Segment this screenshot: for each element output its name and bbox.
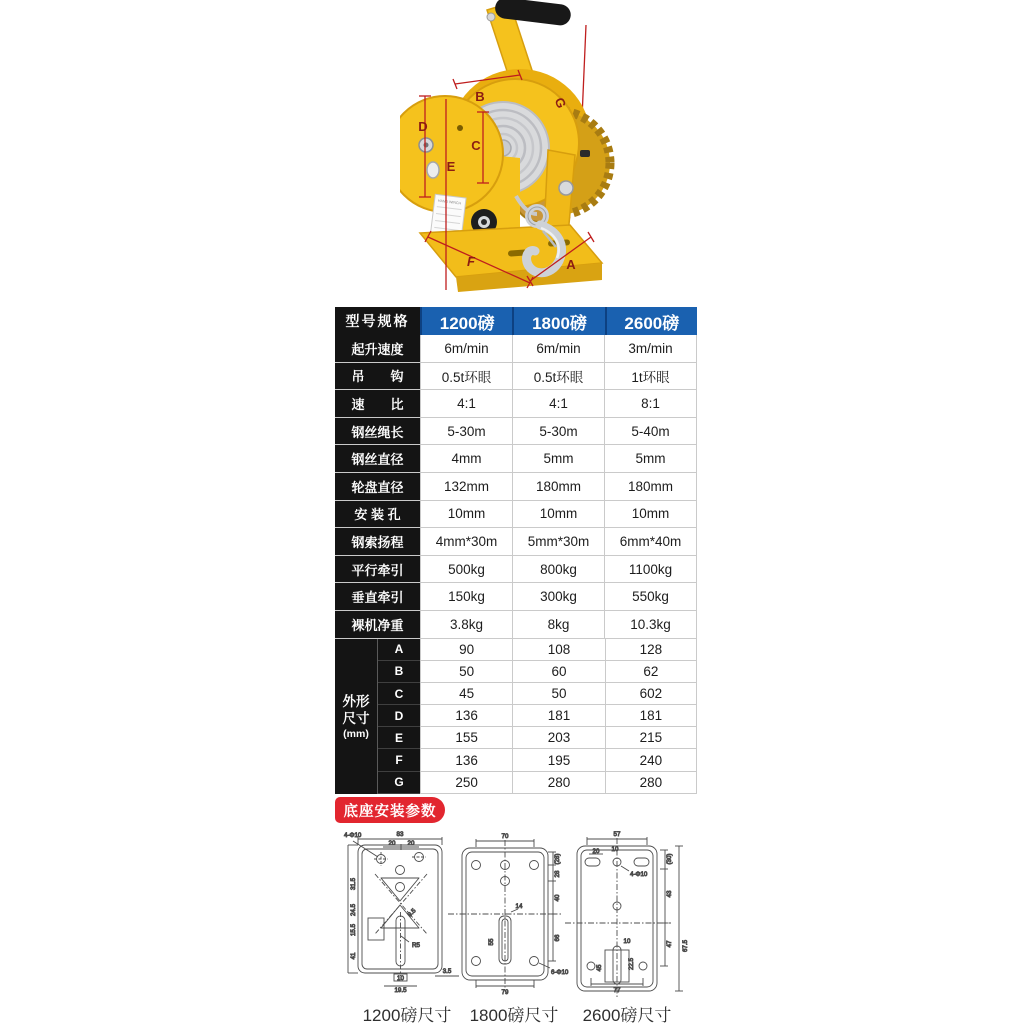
dim-letter-a: A [566, 257, 576, 272]
table-row [335, 473, 697, 501]
pivot-bolt [559, 181, 573, 195]
svg-text:70: 70 [501, 833, 509, 840]
dim-letter: D [378, 705, 420, 727]
svg-text:31.5: 31.5 [350, 877, 357, 891]
group-label-line1: 外形 [342, 693, 370, 709]
cell: 150kg [420, 583, 512, 610]
dim-letter-b: B [475, 89, 485, 104]
cell: 602 [605, 683, 697, 705]
dim-letter: F [378, 749, 420, 771]
svg-text:6-Φ10: 6-Φ10 [551, 969, 569, 976]
svg-text:10: 10 [397, 975, 404, 982]
svg-text:20: 20 [407, 840, 415, 847]
svg-text:83: 83 [396, 831, 404, 838]
svg-text:40: 40 [554, 894, 561, 902]
cell: 203 [512, 727, 604, 749]
svg-text:9.5: 9.5 [406, 907, 418, 919]
cell: 550kg [604, 583, 697, 610]
cell: 240 [605, 749, 697, 771]
cell: 60 [512, 661, 604, 683]
model-column-2600: 2600磅 [605, 307, 697, 335]
table-row [335, 583, 697, 611]
cell: 5mm [604, 445, 697, 472]
cell: 180mm [512, 473, 604, 500]
cell: 6m/min [420, 335, 512, 362]
svg-text:19.5: 19.5 [394, 987, 407, 994]
cell: 136 [420, 705, 512, 727]
svg-text:22.5: 22.5 [628, 957, 635, 971]
row-label: 轮盘直径 [335, 473, 420, 500]
cell: 1t环眼 [604, 363, 697, 390]
cell: 62 [605, 661, 697, 683]
cell: 132mm [420, 473, 512, 500]
svg-text:(28): (28) [554, 853, 561, 865]
group-label-line2: 尺寸 [342, 711, 370, 727]
dim-letter: E [378, 727, 420, 749]
cell: 280 [512, 772, 604, 794]
cell: 4mm [420, 445, 512, 472]
cell: 215 [605, 727, 697, 749]
cell: 1100kg [604, 556, 697, 583]
svg-text:15.5: 15.5 [350, 923, 357, 937]
base-params-badge: 底座安装参数 [335, 797, 445, 823]
table-row [335, 445, 697, 473]
row-label: 裸机净重 [335, 611, 420, 638]
svg-text:20: 20 [592, 848, 600, 855]
caption-1800: 1800磅尺寸 [469, 1006, 559, 1025]
cell: 90 [420, 639, 512, 661]
dim-letter: G [378, 772, 420, 794]
cell: 4:1 [420, 390, 512, 417]
svg-text:45: 45 [596, 964, 603, 972]
cell: 300kg [512, 583, 604, 610]
cell: 280 [605, 772, 697, 794]
cell: 181 [512, 705, 604, 727]
cell: 5mm [512, 445, 604, 472]
dim-letter-e: E [446, 159, 456, 174]
row-label: 起升速度 [335, 335, 420, 362]
dim-letter-c: C [471, 138, 481, 153]
svg-text:79: 79 [501, 989, 509, 996]
svg-text:77: 77 [613, 987, 621, 994]
svg-text:R5: R5 [412, 942, 420, 949]
model-column-1800: 1800磅 [512, 307, 604, 335]
svg-text:10: 10 [623, 938, 631, 945]
cell: 8:1 [604, 390, 697, 417]
cell: 6m/min [512, 335, 604, 362]
svg-text:3.5: 3.5 [442, 968, 452, 975]
svg-text:(30): (30) [666, 853, 673, 865]
dim-letter: A [378, 639, 420, 661]
svg-text:10: 10 [611, 846, 619, 853]
svg-text:43: 43 [666, 890, 673, 898]
svg-text:28: 28 [554, 870, 561, 878]
row-label: 垂直牵引 [335, 583, 420, 610]
table-row [335, 556, 697, 584]
cell: 5-30m [512, 418, 604, 445]
table-row [335, 501, 697, 529]
cell: 155 [420, 727, 512, 749]
svg-text:24.5: 24.5 [350, 903, 357, 917]
cell: 3.8kg [420, 611, 512, 638]
cell: 128 [605, 639, 697, 661]
dim-letter-f: F [467, 254, 475, 269]
plate-hole [427, 162, 439, 178]
svg-text:4-Φ10: 4-Φ10 [630, 871, 648, 878]
svg-text:57: 57 [613, 831, 621, 838]
nameplate-text: HAND WINCH [437, 198, 462, 206]
cell: 8kg [512, 611, 604, 638]
cell: 0.5t环眼 [420, 363, 512, 390]
table-row [335, 528, 697, 556]
cell: 4mm*30m [420, 528, 512, 555]
cell: 3m/min [604, 335, 697, 362]
cell: 10mm [512, 501, 604, 528]
cell: 5-40m [604, 418, 697, 445]
cell: 0.5t环眼 [512, 363, 604, 390]
caption-2600: 2600磅尺寸 [582, 1006, 672, 1025]
cell: 500kg [420, 556, 512, 583]
dim-letter-d: D [418, 119, 428, 134]
handle-bolt [487, 13, 495, 21]
spec-table-header [335, 307, 697, 335]
svg-text:41: 41 [350, 952, 357, 960]
row-label: 钢丝绳长 [335, 418, 420, 445]
svg-text:20: 20 [388, 840, 396, 847]
cell: 10mm [604, 501, 697, 528]
row-label: 钢索扬程 [335, 528, 420, 555]
cell: 6mm*40m [604, 528, 697, 555]
cell: 800kg [512, 556, 604, 583]
table-row [335, 390, 697, 418]
plate-bolt-center [424, 143, 429, 148]
table-row [335, 335, 697, 363]
table-row [335, 363, 697, 391]
row-label: 钢丝直径 [335, 445, 420, 472]
cell: 195 [512, 749, 604, 771]
row-label: 安 装 孔 [335, 501, 420, 528]
cell: 136 [420, 749, 512, 771]
plate-small-hole [457, 125, 463, 131]
cell: 108 [512, 639, 604, 661]
svg-text:47: 47 [666, 940, 673, 948]
group-label-line3: (mm) [343, 727, 369, 740]
model-column-1200: 1200磅 [420, 307, 512, 335]
table-row [335, 611, 697, 639]
diagram-1800 [448, 839, 563, 988]
header-label: 型号规格 [335, 307, 420, 335]
cell: 180mm [604, 473, 697, 500]
cell: 181 [605, 705, 697, 727]
dim-letter: C [378, 683, 420, 705]
row-label: 平行牵引 [335, 556, 420, 583]
cell: 10mm [420, 501, 512, 528]
cell: 5mm*30m [512, 528, 604, 555]
svg-text:66: 66 [554, 934, 561, 942]
table-row [335, 418, 697, 446]
dimensions-group-label [335, 639, 378, 794]
cell: 5-30m [420, 418, 512, 445]
cell: 50 [512, 683, 604, 705]
stop-bolt [580, 150, 590, 157]
winch-product-figure [400, 0, 660, 300]
side-plate [400, 96, 503, 212]
cell: 50 [420, 661, 512, 683]
base-mount-diagrams [335, 826, 705, 1004]
row-label: 吊 钩 [335, 363, 420, 390]
svg-text:4-Φ10: 4-Φ10 [344, 832, 362, 839]
svg-text:14: 14 [515, 903, 523, 910]
row-label: 速 比 [335, 390, 420, 417]
spec-table [335, 307, 697, 794]
cell: 250 [420, 772, 512, 794]
dim-letter: B [378, 661, 420, 683]
cell: 10.3kg [604, 611, 697, 638]
dimensions-section [335, 639, 697, 794]
diagram-1200 [348, 837, 459, 986]
ratchet-knob-center [481, 219, 487, 225]
svg-text:67.5: 67.5 [682, 939, 689, 953]
caption-1200: 1200磅尺寸 [362, 1006, 452, 1025]
svg-text:55: 55 [488, 938, 495, 946]
cell: 45 [420, 683, 512, 705]
dim-letter-g: G [551, 95, 570, 111]
cell: 4:1 [512, 390, 604, 417]
